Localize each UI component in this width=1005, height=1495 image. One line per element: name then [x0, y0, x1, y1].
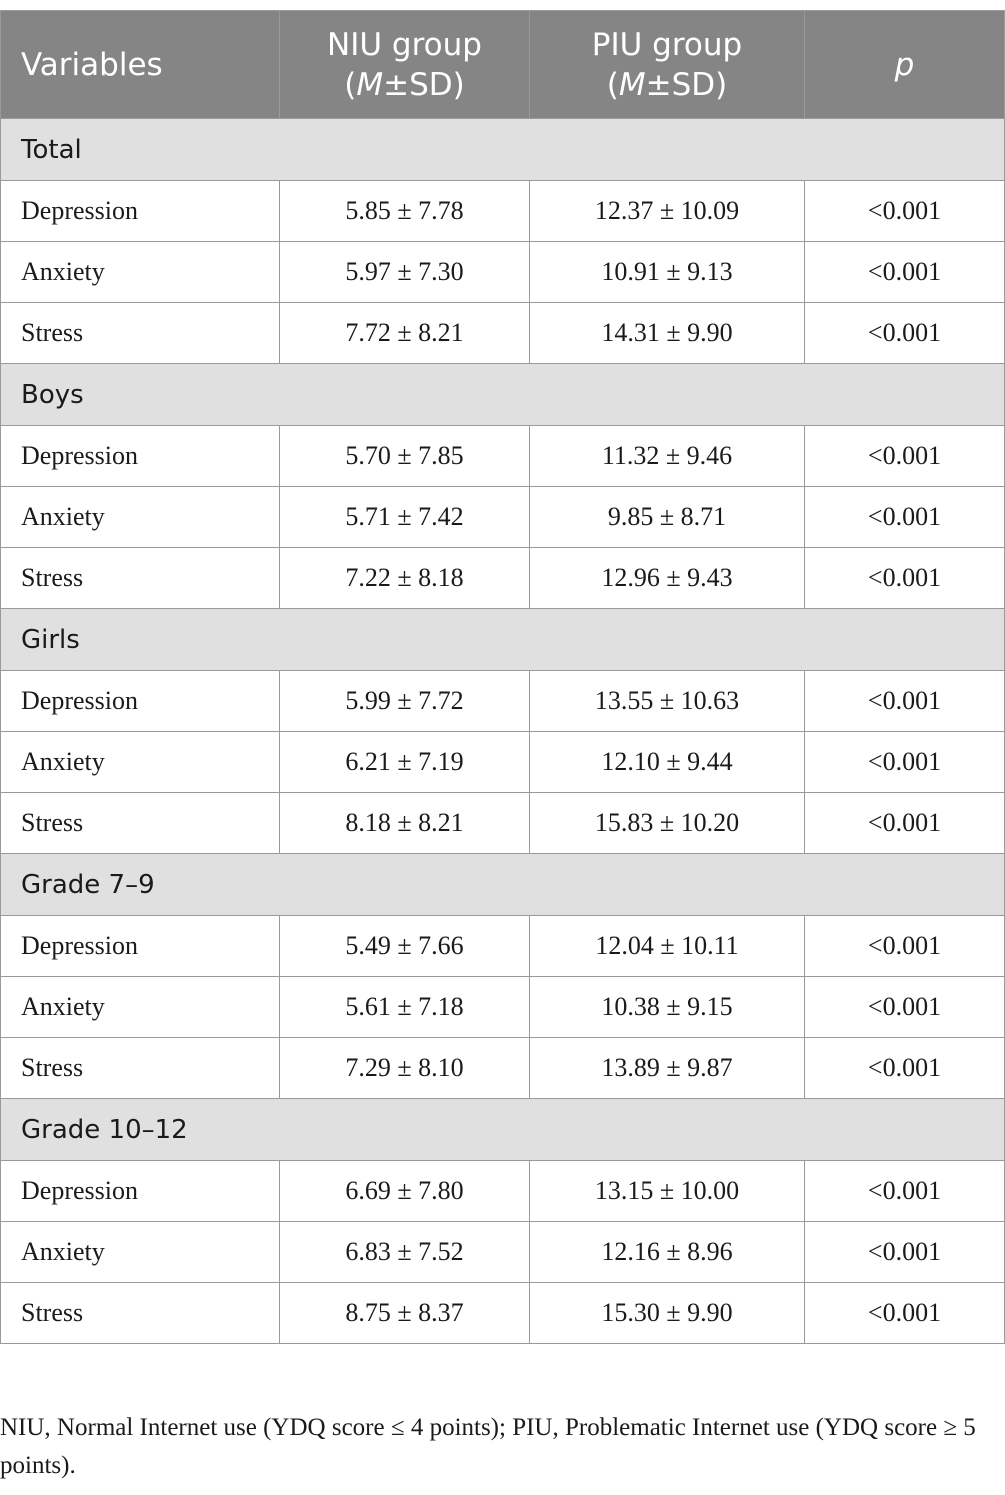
table-row [1, 548, 1005, 609]
niu-cell: 5.99 ± 7.72 [280, 671, 530, 732]
results-table [0, 10, 1005, 1344]
piu-cell: 12.10 ± 9.44 [530, 732, 805, 793]
table-row [1, 916, 1005, 977]
niu-cell: 6.83 ± 7.52 [280, 1222, 530, 1283]
header-piu-line1: PIU group [591, 26, 743, 63]
header-p-label: p [894, 46, 915, 83]
table-row [1, 671, 1005, 732]
niu-cell: 5.70 ± 7.85 [280, 426, 530, 487]
p-cell: <0.001 [805, 977, 1005, 1038]
piu-cell: 13.55 ± 10.63 [530, 671, 805, 732]
piu-cell: 14.31 ± 9.90 [530, 303, 805, 364]
p-cell: <0.001 [805, 426, 1005, 487]
variable-cell: Anxiety [1, 977, 280, 1038]
variable-cell: Anxiety [1, 242, 280, 303]
variable-cell: Stress [1, 1283, 280, 1344]
table-row [1, 1222, 1005, 1283]
niu-cell: 8.75 ± 8.37 [280, 1283, 530, 1344]
table-row [1, 303, 1005, 364]
header-piu-m: M [618, 66, 646, 103]
variable-cell: Depression [1, 671, 280, 732]
p-cell: <0.001 [805, 916, 1005, 977]
table-row [1, 1161, 1005, 1222]
header-niu-group [280, 11, 530, 119]
header-piu-group [530, 11, 805, 119]
variable-cell: Anxiety [1, 1222, 280, 1283]
section-row [1, 609, 1005, 671]
p-cell: <0.001 [805, 793, 1005, 854]
p-cell: <0.001 [805, 242, 1005, 303]
table-footnote: NIU, Normal Internet use (YDQ score ≤ 4 points); PIU, Problematic Internet use (YDQ score ≥ 5 points). [0, 1414, 976, 1479]
header-niu-open-paren: ( [344, 66, 357, 103]
section-label: Grade 7–9 [1, 854, 1005, 916]
p-cell: <0.001 [805, 1222, 1005, 1283]
variable-cell: Depression [1, 426, 280, 487]
niu-cell: 7.22 ± 8.18 [280, 548, 530, 609]
section-label: Boys [1, 364, 1005, 426]
section-row [1, 1099, 1005, 1161]
piu-cell: 12.37 ± 10.09 [530, 181, 805, 242]
table-row [1, 426, 1005, 487]
variable-cell: Depression [1, 1161, 280, 1222]
header-niu-line1: NIU group [327, 26, 482, 63]
piu-cell: 10.38 ± 9.15 [530, 977, 805, 1038]
p-cell: <0.001 [805, 1161, 1005, 1222]
niu-cell: 7.29 ± 8.10 [280, 1038, 530, 1099]
header-niu-sd: ±SD) [383, 66, 465, 103]
piu-cell: 15.30 ± 9.90 [530, 1283, 805, 1344]
p-cell: <0.001 [805, 1038, 1005, 1099]
table-body [1, 119, 1005, 1344]
piu-cell: 12.04 ± 10.11 [530, 916, 805, 977]
section-row [1, 364, 1005, 426]
section-row [1, 854, 1005, 916]
header-p-value [805, 11, 1005, 119]
p-cell: <0.001 [805, 548, 1005, 609]
section-row [1, 119, 1005, 181]
variable-cell: Stress [1, 793, 280, 854]
table-row [1, 1283, 1005, 1344]
variable-cell: Stress [1, 1038, 280, 1099]
piu-cell: 10.91 ± 9.13 [530, 242, 805, 303]
niu-cell: 8.18 ± 8.21 [280, 793, 530, 854]
section-label: Girls [1, 609, 1005, 671]
table-header [1, 11, 1005, 119]
piu-cell: 13.89 ± 9.87 [530, 1038, 805, 1099]
piu-cell: 11.32 ± 9.46 [530, 426, 805, 487]
variable-cell: Depression [1, 181, 280, 242]
table-row [1, 732, 1005, 793]
piu-cell: 9.85 ± 8.71 [530, 487, 805, 548]
table-row [1, 181, 1005, 242]
piu-cell: 15.83 ± 10.20 [530, 793, 805, 854]
variable-cell: Stress [1, 303, 280, 364]
header-piu-open-paren: ( [606, 66, 619, 103]
p-cell: <0.001 [805, 303, 1005, 364]
p-cell: <0.001 [805, 1283, 1005, 1344]
piu-cell: 12.96 ± 9.43 [530, 548, 805, 609]
niu-cell: 5.85 ± 7.78 [280, 181, 530, 242]
table-row [1, 1038, 1005, 1099]
variable-cell: Stress [1, 548, 280, 609]
table-row [1, 977, 1005, 1038]
table-row [1, 793, 1005, 854]
header-variables: Variables [1, 11, 280, 119]
niu-cell: 6.21 ± 7.19 [280, 732, 530, 793]
variable-cell: Depression [1, 916, 280, 977]
table-row [1, 487, 1005, 548]
section-label: Total [1, 119, 1005, 181]
p-cell: <0.001 [805, 671, 1005, 732]
niu-cell: 5.97 ± 7.30 [280, 242, 530, 303]
p-cell: <0.001 [805, 732, 1005, 793]
niu-cell: 7.72 ± 8.21 [280, 303, 530, 364]
niu-cell: 5.49 ± 7.66 [280, 916, 530, 977]
header-piu-sd: ±SD) [645, 66, 728, 103]
piu-cell: 12.16 ± 8.96 [530, 1222, 805, 1283]
p-cell: <0.001 [805, 181, 1005, 242]
variable-cell: Anxiety [1, 487, 280, 548]
niu-cell: 6.69 ± 7.80 [280, 1161, 530, 1222]
piu-cell: 13.15 ± 10.00 [530, 1161, 805, 1222]
niu-cell: 5.61 ± 7.18 [280, 977, 530, 1038]
table-row [1, 242, 1005, 303]
header-niu-m: M [356, 66, 384, 103]
niu-cell: 5.71 ± 7.42 [280, 487, 530, 548]
section-label: Grade 10–12 [1, 1099, 1005, 1161]
header-row [1, 11, 1005, 119]
variable-cell: Anxiety [1, 732, 280, 793]
p-cell: <0.001 [805, 487, 1005, 548]
